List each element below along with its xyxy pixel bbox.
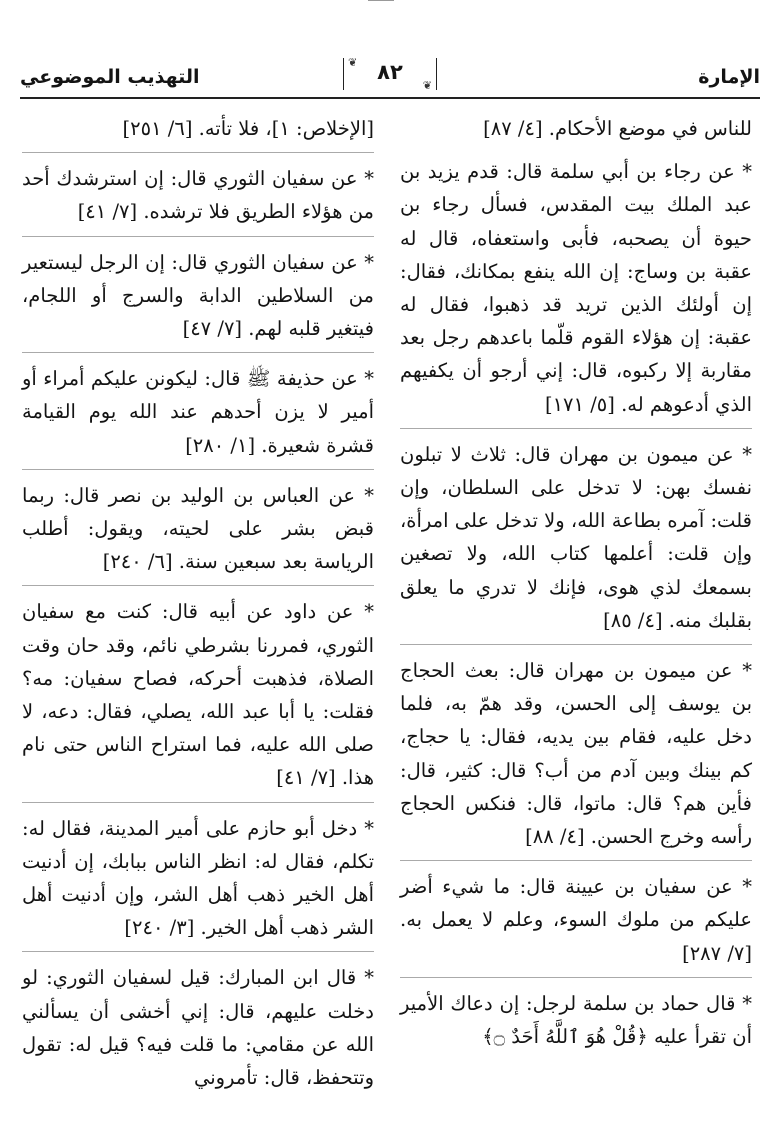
paragraph-divider <box>400 644 752 645</box>
paragraph-divider <box>22 951 374 952</box>
paragraph: * عن رجاء بن أبي سلمة قال: قدم يزيد بن عبد الملك بيت المقدس، فسأل رجاء بن حيوة أن يصحبه، فأبى واستعفاه، قال له عقبة بن وساج: إن الله ينفع بمكانك، فقال: إن أولئك الذين تريد قد ذهبوا، فقال له عقبة: إن هؤلاء القوم قلّما باعدهم رجل بعد مقاربة إلا ركبوه، قال: إني أرجو أن يكفيهم الذي أدعوهم له. [٥/ ١٧١] <box>400 160 752 416</box>
left-column <box>22 112 374 1094</box>
paragraph: * عن سفيان الثوري قال: إن استرشدك أحد من هؤلاء الطريق فلا ترشده. [٧/ ٤١] <box>22 167 374 224</box>
paragraph: للناس في موضع الأحكام. [٤/ ٨٧] <box>483 117 752 140</box>
paragraph-divider <box>22 236 374 237</box>
chapter-title: الإمارة <box>698 66 760 88</box>
ornament-icon: ❦ <box>348 56 358 69</box>
paragraph-divider <box>400 428 752 429</box>
paragraph: * عن العباس بن الوليد بن نصر قال: ربما قبض بشر على لحيته، ويقول: أطلب الرياسة بعد سبعين سنة. [٦/ ٢٤٠] <box>22 483 374 574</box>
paragraph: [الإخلاص: ١]، فلا تأته. [٦/ ٢٥١] <box>122 117 374 140</box>
book-title: التهذيب الموضوعي <box>20 66 200 88</box>
paragraph-divider <box>22 802 374 803</box>
paragraph: * دخل أبو حازم على أمير المدينة، فقال له: تكلم، فقال له: انظر الناس ببابك، إن أدنيت أهل الخير ذهب أهل الشر، وإن أدنيت أهل الشر ذهب أهل الخير. [٣/ ٢٤٠] <box>22 816 374 940</box>
page-number-frame <box>343 58 437 90</box>
page-number: ٨٢ <box>377 60 403 84</box>
paragraph: * عن ميمون بن مهران قال: بعث الحجاج بن يوسف إلى الحسن، وقد همّ به، فلما دخل عليه، فقام بين يديه، فقال: يا حجاج، كم بينك وبين آدم من أب؟ قال: كثير، قال: فأين هم؟ قال: ماتوا، قال: فنكس الحجاج رأسه وخرج الحسن. [٤/ ٨٨] <box>400 659 752 849</box>
paragraph: * عن داود عن أبيه قال: كنت مع سفيان الثوري، فمررنا بشرطي نائم، وقد حان وقت الصلاة، فذهبت أحركه، فصاح سفيان: مه؟ فقلت: يا أبا عبد الله، يصلي، فقال: دعه، لا صلى الله عليه، فما استراح الناس حتى نام هذا. [٧/ ٤١] <box>22 600 374 790</box>
paragraph: * قال حماد بن سلمة لرجل: إن دعاك الأمير أن تقرأ عليه ﴿قُلْ هُوَ ٱللَّهُ أَحَدٌ ۝﴾ <box>400 991 752 1049</box>
paragraph: * قال ابن المبارك: قيل لسفيان الثوري: لو دخلت عليهم، قال: إني أخشى أن يسألني الله عن مقامي: ما قلت فيه؟ قيل له: تقول وتتحفظ، قال: تأمروني <box>22 966 374 1090</box>
paragraph: * عن ميمون بن مهران قال: ثلاث لا تبلون نفسك بهن: لا تدخل على السلطان، وإن قلت: آمره بطاعة الله، ولا تدخل على امرأة، وإن قلت: أعلمها كتاب الله، ولا تصغين بسمعك لذي هوى، فإنك لا تدري ما يعلق بقلبك منه. [٤/ ٨٥] <box>400 442 752 632</box>
header-divider <box>20 97 760 99</box>
paragraph: * عن سفيان الثوري قال: إن الرجل ليستعير من السلاطين الدابة والسرج أو اللجام، فيتغير قلبه لهم. [٧/ ٤٧] <box>22 250 374 341</box>
right-column <box>400 112 752 1053</box>
paragraph-divider <box>22 585 374 586</box>
paragraph-divider <box>400 977 752 978</box>
paragraph-divider <box>400 860 752 861</box>
running-header <box>20 58 760 96</box>
paragraph: * عن سفيان بن عيينة قال: ما شيء أضر عليكم من ملوك السوء، وعلم لا يعمل به. [٧/ ٢٨٧] <box>400 875 752 965</box>
paragraph-divider <box>22 469 374 470</box>
paragraph: * عن حذيفة ﷺ قال: ليكونن عليكم أمراء أو أمير لا يزن أحدهم عند الله يوم القيامة قشرة شعيرة. [١/ ٢٨٠] <box>22 367 374 457</box>
ornament-icon: ❦ <box>422 79 432 92</box>
paragraph-divider <box>22 352 374 353</box>
paragraph-divider <box>22 152 374 153</box>
top-crop-mark <box>368 0 394 7</box>
